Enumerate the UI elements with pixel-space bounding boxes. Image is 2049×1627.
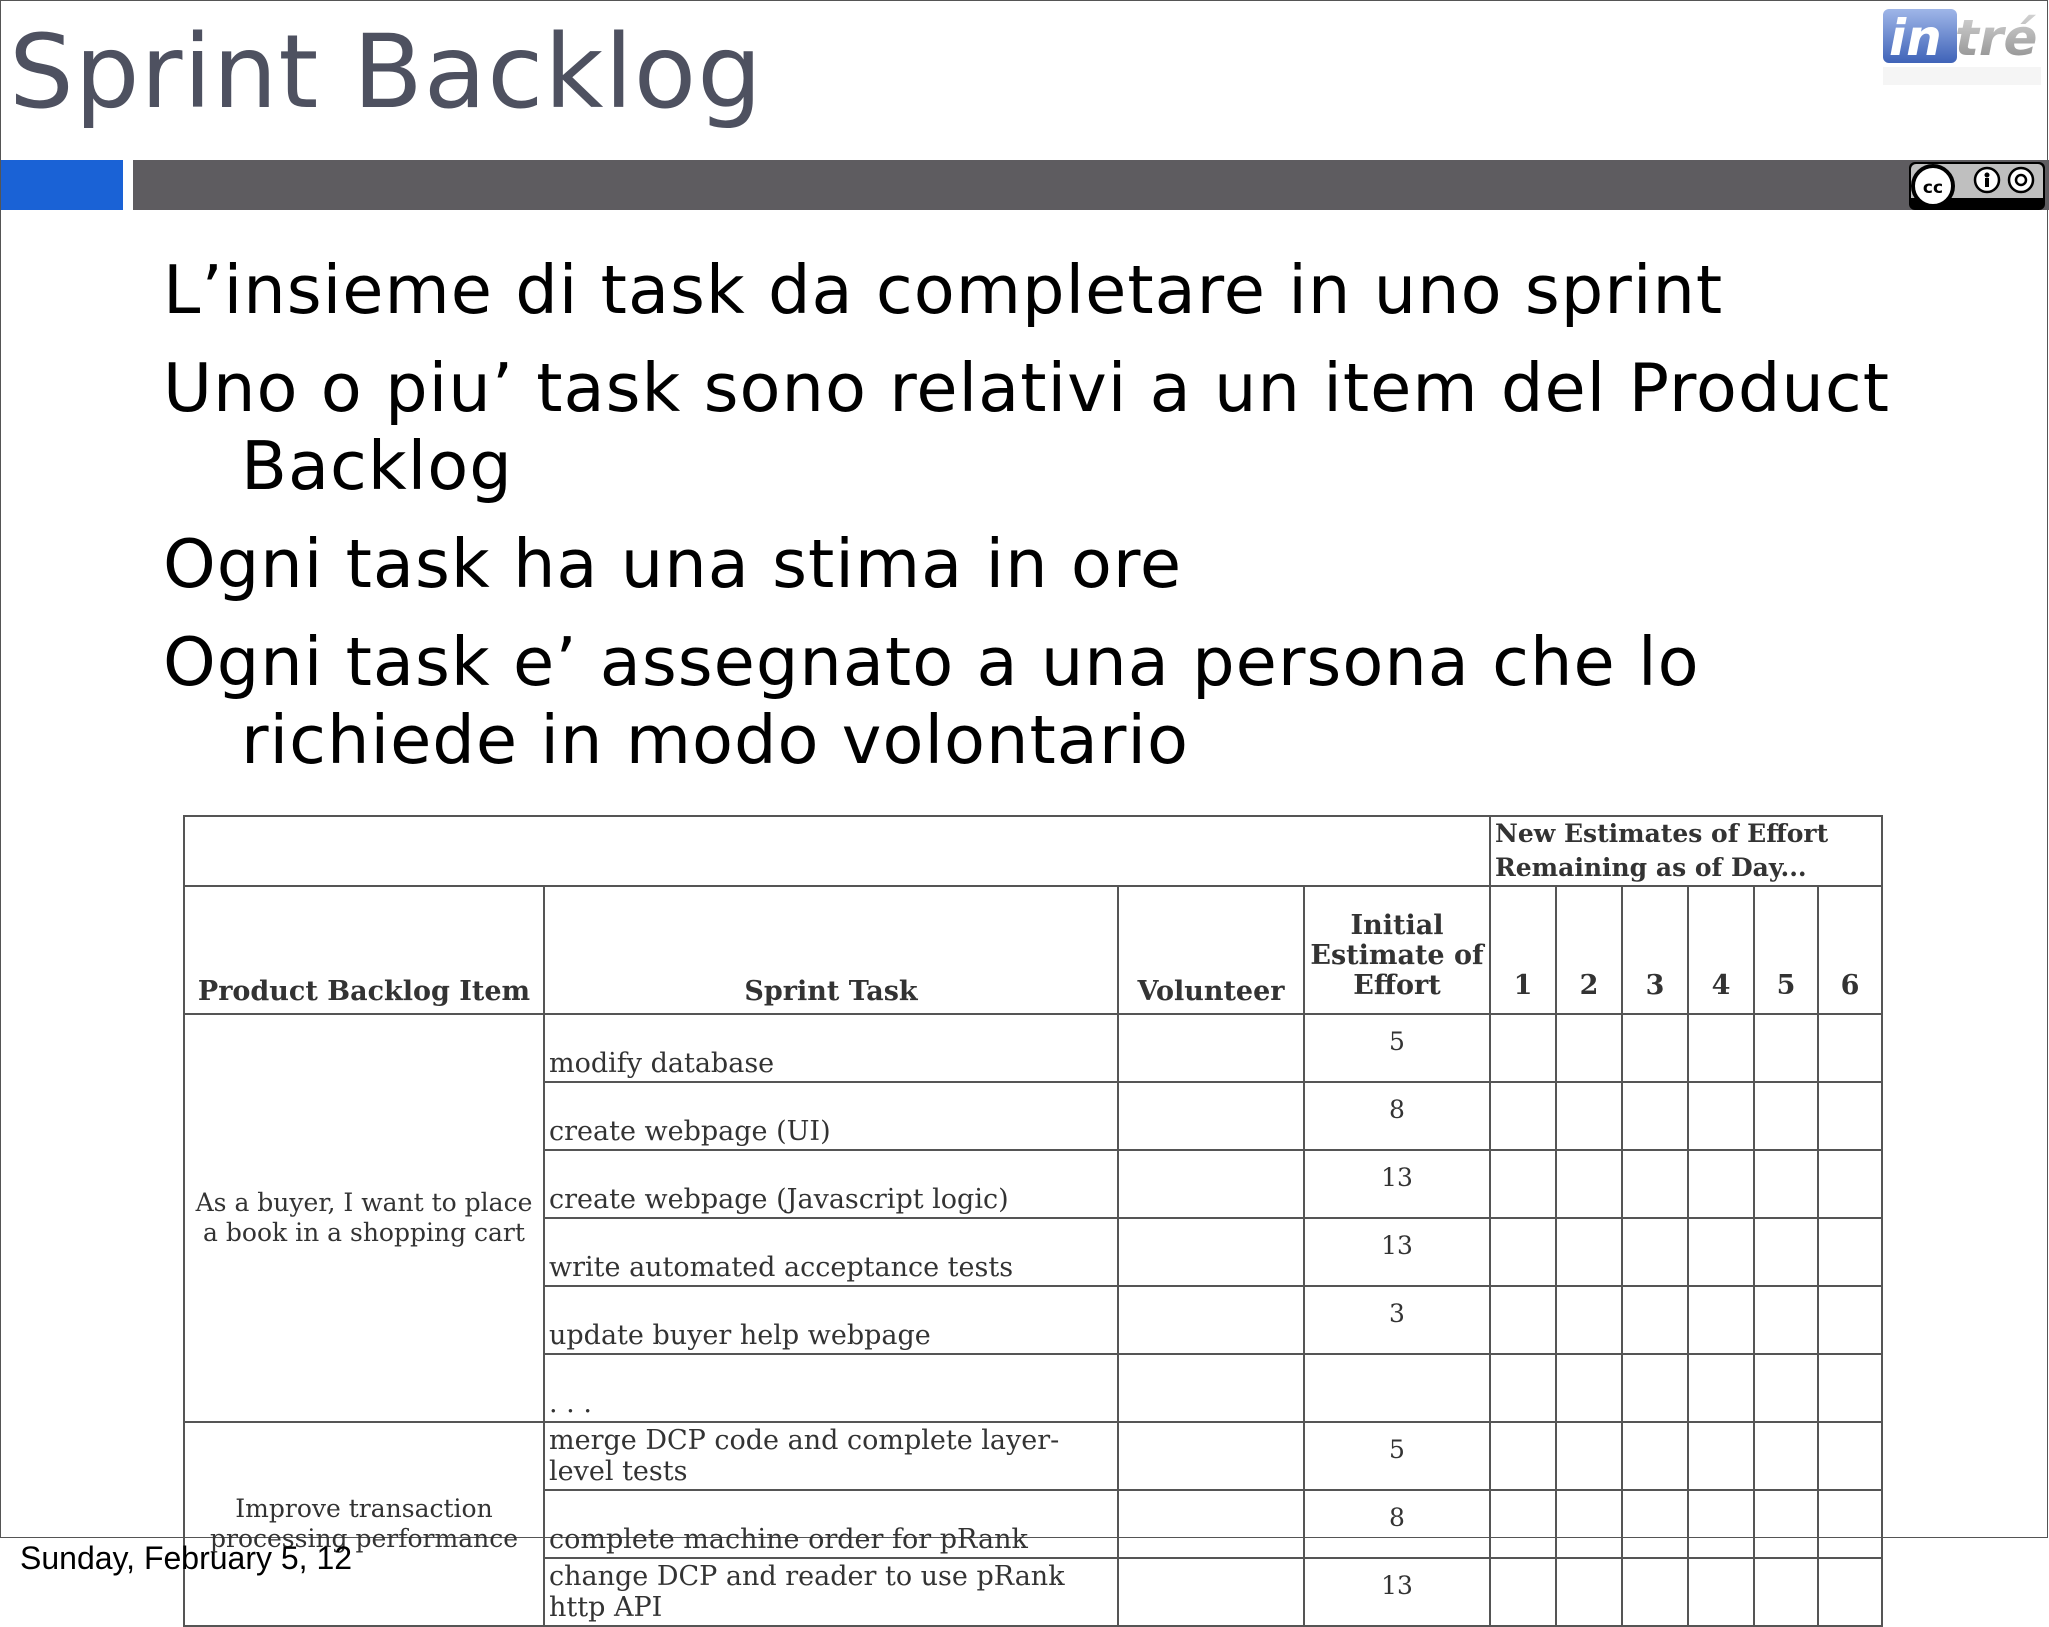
initial-estimate-cell: 8 bbox=[1304, 1082, 1490, 1150]
day-estimate-cell bbox=[1688, 1082, 1754, 1150]
cc-icon: cc bbox=[1922, 178, 1944, 198]
day-estimate-cell bbox=[1490, 1082, 1556, 1150]
day-estimate-cell bbox=[1754, 1082, 1818, 1150]
col-header-day: 3 bbox=[1622, 886, 1688, 1014]
day-estimate-cell bbox=[1622, 1014, 1688, 1082]
sprint-task-cell: modify database bbox=[544, 1014, 1118, 1082]
sprint-backlog-table bbox=[183, 815, 1883, 1627]
table-row bbox=[184, 1014, 1882, 1082]
day-estimate-cell bbox=[1818, 1558, 1882, 1626]
day-estimate-cell bbox=[1688, 1286, 1754, 1354]
col-header-day: 2 bbox=[1556, 886, 1622, 1014]
day-estimate-cell bbox=[1818, 1490, 1882, 1558]
bullet-item: Ogni task e’ assegnato a una persona che lo richiede in modo volontario bbox=[163, 623, 1700, 779]
day-estimate-cell bbox=[1754, 1218, 1818, 1286]
day-estimate-cell bbox=[1556, 1422, 1622, 1490]
bullet-item: Ogni task ha una stima in ore bbox=[163, 525, 1183, 603]
bullet-list bbox=[163, 251, 1983, 799]
day-estimate-cell bbox=[1490, 1014, 1556, 1082]
volunteer-cell bbox=[1118, 1558, 1304, 1626]
slide-title: Sprint Backlog bbox=[9, 13, 763, 132]
volunteer-cell bbox=[1118, 1354, 1304, 1422]
day-estimate-cell bbox=[1556, 1354, 1622, 1422]
sprint-task-cell: update buyer help webpage bbox=[544, 1286, 1118, 1354]
accent-bar-blue bbox=[1, 160, 123, 210]
col-header-day: 4 bbox=[1688, 886, 1754, 1014]
day-estimate-cell bbox=[1622, 1150, 1688, 1218]
day-estimate-cell bbox=[1490, 1354, 1556, 1422]
bullet-item: Uno o piu’ task sono relativi a un item del Product Backlog bbox=[163, 349, 1890, 505]
day-estimate-cell bbox=[1490, 1150, 1556, 1218]
day-estimate-cell bbox=[1622, 1354, 1688, 1422]
day-estimate-cell bbox=[1556, 1150, 1622, 1218]
initial-estimate-cell: 3 bbox=[1304, 1286, 1490, 1354]
day-estimate-cell bbox=[1556, 1558, 1622, 1626]
day-estimate-cell bbox=[1490, 1490, 1556, 1558]
day-estimate-cell bbox=[1818, 1082, 1882, 1150]
sprint-task-cell: complete machine order for pRank bbox=[544, 1490, 1118, 1558]
initial-estimate-cell: 13 bbox=[1304, 1558, 1490, 1626]
col-header-initial: Initial Estimate of Effort bbox=[1304, 886, 1490, 1014]
initial-estimate-cell: 8 bbox=[1304, 1490, 1490, 1558]
initial-estimate-cell: 5 bbox=[1304, 1422, 1490, 1490]
col-header-volunteer: Volunteer bbox=[1118, 886, 1304, 1014]
accent-bar-gray bbox=[133, 160, 2049, 210]
day-estimate-cell bbox=[1818, 1286, 1882, 1354]
day-estimate-cell bbox=[1490, 1286, 1556, 1354]
volunteer-cell bbox=[1118, 1150, 1304, 1218]
day-estimate-cell bbox=[1754, 1558, 1818, 1626]
volunteer-cell bbox=[1118, 1490, 1304, 1558]
day-estimate-cell bbox=[1688, 1150, 1754, 1218]
day-estimate-cell bbox=[1688, 1218, 1754, 1286]
volunteer-cell bbox=[1118, 1082, 1304, 1150]
col-header-day: 6 bbox=[1818, 886, 1882, 1014]
day-estimate-cell bbox=[1818, 1218, 1882, 1286]
volunteer-cell bbox=[1118, 1286, 1304, 1354]
footer-date: Sunday, February 5, 12 bbox=[20, 1540, 353, 1576]
creative-commons-badge bbox=[1909, 162, 2045, 210]
day-estimate-cell bbox=[1622, 1082, 1688, 1150]
initial-estimate-cell: 13 bbox=[1304, 1218, 1490, 1286]
day-estimate-cell bbox=[1622, 1218, 1688, 1286]
day-estimate-cell bbox=[1754, 1490, 1818, 1558]
day-estimate-cell bbox=[1622, 1286, 1688, 1354]
col-header-task: Sprint Task bbox=[544, 886, 1118, 1014]
backlog-item-cell: Improve transaction processing performance bbox=[184, 1422, 544, 1626]
table-row bbox=[184, 1422, 1882, 1490]
nc-icon bbox=[2009, 168, 2033, 192]
sprint-task-cell: create webpage (Javascript logic) bbox=[544, 1150, 1118, 1218]
day-estimate-cell bbox=[1490, 1218, 1556, 1286]
day-estimate-cell bbox=[1490, 1422, 1556, 1490]
sprint-task-cell: merge DCP code and complete layer-level tests bbox=[544, 1422, 1118, 1490]
day-estimate-cell bbox=[1754, 1422, 1818, 1490]
day-estimate-cell bbox=[1754, 1014, 1818, 1082]
svg-text:tré: tré bbox=[1955, 9, 2038, 67]
svg-text:in: in bbox=[1889, 9, 1942, 67]
bullet-item: L’insieme di task da completare in uno sprint bbox=[163, 251, 1724, 329]
day-estimate-cell bbox=[1688, 1354, 1754, 1422]
day-estimate-cell bbox=[1688, 1490, 1754, 1558]
volunteer-cell bbox=[1118, 1422, 1304, 1490]
day-estimate-cell bbox=[1556, 1014, 1622, 1082]
intre-logo bbox=[1881, 3, 2043, 93]
table-top-spacer bbox=[184, 816, 1490, 886]
backlog-item-cell: As a buyer, I want to place a book in a shopping cart bbox=[184, 1014, 544, 1422]
day-estimate-cell bbox=[1688, 1014, 1754, 1082]
day-estimate-cell bbox=[1622, 1490, 1688, 1558]
day-estimate-cell bbox=[1754, 1354, 1818, 1422]
sprint-task-cell: . . . bbox=[544, 1354, 1118, 1422]
sprint-task-cell: change DCP and reader to use pRank http API bbox=[544, 1558, 1118, 1626]
col-header-day: 5 bbox=[1754, 886, 1818, 1014]
sprint-task-cell: create webpage (UI) bbox=[544, 1082, 1118, 1150]
day-estimate-cell bbox=[1622, 1558, 1688, 1626]
initial-estimate-cell: 13 bbox=[1304, 1150, 1490, 1218]
initial-estimate-cell: 5 bbox=[1304, 1014, 1490, 1082]
day-estimate-cell bbox=[1556, 1218, 1622, 1286]
new-estimates-header: New Estimates of Effort Remaining as of Day... bbox=[1490, 816, 1882, 886]
day-estimate-cell bbox=[1818, 1150, 1882, 1218]
day-estimate-cell bbox=[1688, 1558, 1754, 1626]
day-estimate-cell bbox=[1754, 1150, 1818, 1218]
day-estimate-cell bbox=[1556, 1082, 1622, 1150]
day-estimate-cell bbox=[1818, 1354, 1882, 1422]
day-estimate-cell bbox=[1688, 1422, 1754, 1490]
day-estimate-cell bbox=[1490, 1558, 1556, 1626]
sprint-task-cell: write automated acceptance tests bbox=[544, 1218, 1118, 1286]
day-estimate-cell bbox=[1818, 1014, 1882, 1082]
day-estimate-cell bbox=[1818, 1422, 1882, 1490]
sprint-backlog-table-wrap bbox=[183, 815, 1883, 1627]
day-estimate-cell bbox=[1754, 1286, 1818, 1354]
day-estimate-cell bbox=[1622, 1422, 1688, 1490]
col-header-pbi: Product Backlog Item bbox=[184, 886, 544, 1014]
volunteer-cell bbox=[1118, 1218, 1304, 1286]
volunteer-cell bbox=[1118, 1014, 1304, 1082]
day-estimate-cell bbox=[1556, 1286, 1622, 1354]
day-estimate-cell bbox=[1556, 1490, 1622, 1558]
col-header-day: 1 bbox=[1490, 886, 1556, 1014]
initial-estimate-cell bbox=[1304, 1354, 1490, 1422]
